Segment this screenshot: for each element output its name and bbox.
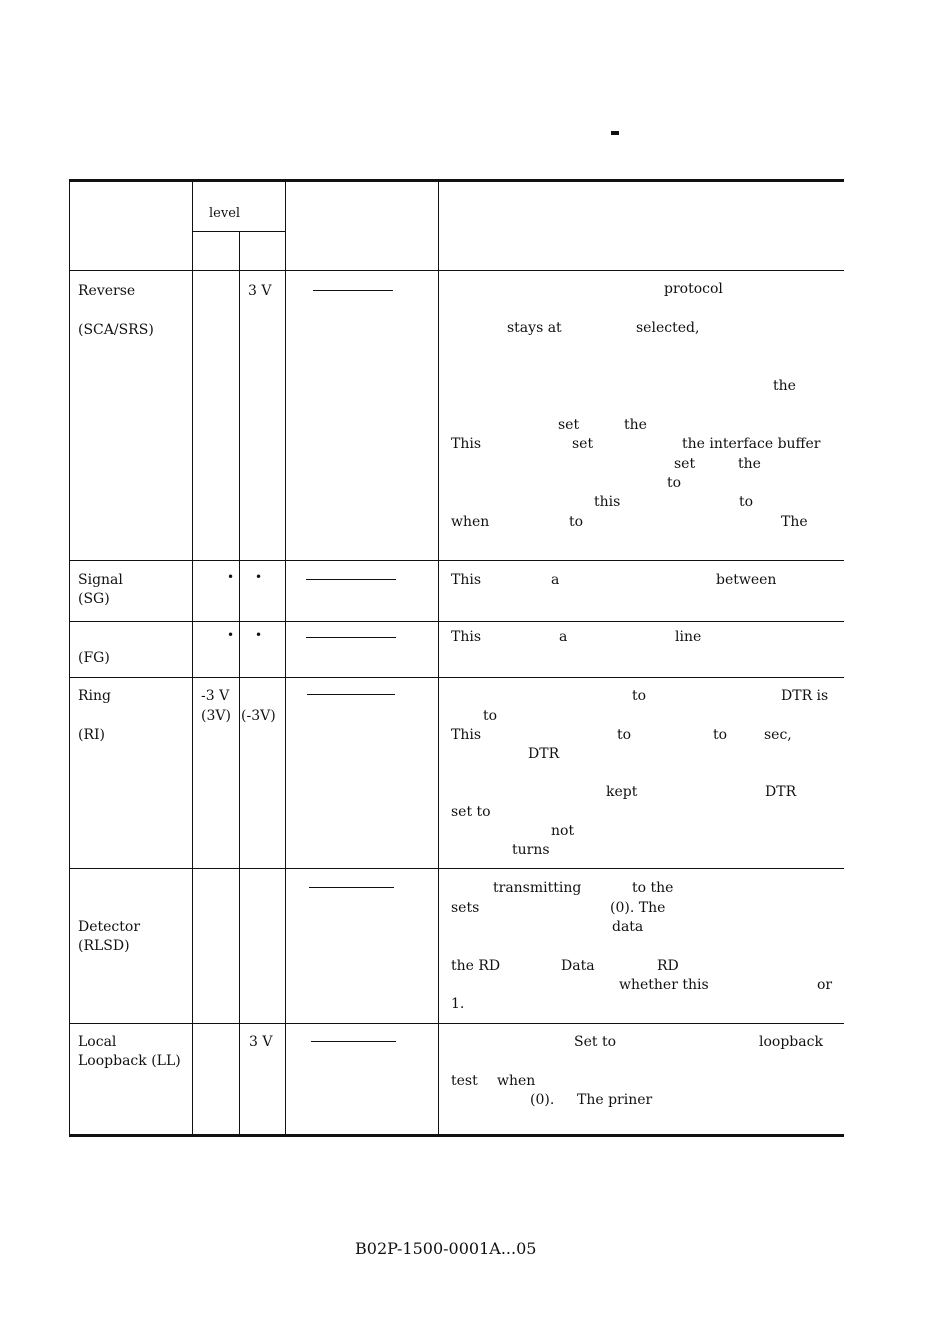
description-fragment: the [773,378,796,394]
row-separator [69,560,844,561]
description-fragment: Set to [574,1034,617,1050]
description-fragment: to [713,727,728,743]
row-separator [69,1023,844,1024]
description-fragment: the RD [451,958,501,974]
description-fragment: when [497,1073,536,1089]
description-fragment: set [558,417,580,433]
level-off-bullet: • [227,628,235,642]
pin-rule [307,694,395,695]
description-fragment: set [572,436,594,452]
description-fragment: or [817,977,833,993]
description-fragment: to [569,514,584,530]
document-number: B02P-1500-0001A...05 [355,1239,537,1258]
signal-table [69,179,844,1137]
description-fragment: set [674,456,696,472]
description-fragment: set to [451,804,491,820]
description-fragment: Data [561,958,595,974]
description-fragment: turns [512,842,550,858]
description-fragment: DTR [765,784,797,800]
pin-rule [306,579,396,580]
level-off-bullet: • [227,570,235,584]
description-fragment: The priner [577,1092,653,1108]
description-fragment: (0). [530,1092,555,1108]
signal-name: Loopback (LL) [78,1053,181,1069]
table-bottom-border [69,1134,844,1137]
description-fragment: whether this [619,977,709,993]
description-fragment: The [781,514,808,530]
level-off-value: (3V) [201,708,231,724]
description-fragment: selected, [636,320,700,336]
description-fragment: to [632,688,647,704]
description-fragment: line [675,629,702,645]
description-fragment: between [716,572,777,588]
description-fragment: sec, [764,727,792,743]
signal-name: (SCA/SRS) [78,322,154,338]
signal-name: Detector [78,919,141,935]
description-fragment: DTR is [781,688,829,704]
description-fragment: the [738,456,761,472]
table-left-border [69,179,70,1137]
level-on-value: 3 V [248,283,272,299]
description-fragment: when [451,514,490,530]
level-column-divider [239,232,240,1137]
description-fragment: protocol [664,281,723,297]
pin-rule [309,887,394,888]
description-fragment: kept [606,784,638,800]
column-divider [438,179,439,1137]
level-on-value: 3 V [249,1034,273,1050]
description-fragment: a [559,629,568,645]
description-fragment: data [612,919,644,935]
table-top-border [69,179,844,182]
signal-name: (RI) [78,727,105,743]
description-fragment: to [483,708,498,724]
header-dash [611,131,619,135]
description-fragment: to [667,475,682,491]
description-fragment: a [551,572,560,588]
description-fragment: This [451,572,482,588]
description-fragment: loopback [759,1034,823,1050]
description-fragment: test [451,1073,478,1089]
signal-name: (RLSD) [78,938,130,954]
description-fragment: transmitting [493,880,582,896]
pin-rule [306,637,396,638]
description-fragment: stays at [507,320,562,336]
description-fragment: This [451,629,482,645]
description-fragment: (0). The [610,900,666,916]
signal-name: (SG) [78,591,110,607]
pin-rule [313,290,393,291]
level-header: level [209,206,241,221]
description-fragment: DTR [528,746,560,762]
level-on-bullet: • [255,570,263,584]
header-bottom-line [69,270,844,271]
signal-name: Ring [78,688,111,704]
row-separator [69,868,844,869]
column-divider [285,179,286,1137]
description-fragment: the [624,417,647,433]
description-fragment: This [451,436,482,452]
description-fragment: to the [632,880,674,896]
signal-name: Signal [78,572,123,588]
row-separator [69,621,844,622]
description-fragment: 1. [451,996,465,1012]
description-fragment: to [617,727,632,743]
description-fragment: not [551,823,575,839]
column-divider [192,179,193,1137]
description-fragment: this [594,494,621,510]
signal-name: Reverse [78,283,136,299]
description-fragment: to [739,494,754,510]
description-fragment: the interface buffer [682,436,821,452]
signal-name: Local [78,1034,117,1050]
description-fragment: This [451,727,482,743]
pin-rule [311,1041,396,1042]
description-fragment: RD [657,958,679,974]
level-off-value: -3 V [201,688,230,704]
description-fragment: sets [451,900,480,916]
level-on-value: (-3V) [241,708,276,724]
row-separator [69,677,844,678]
signal-name: (FG) [78,650,110,666]
level-on-bullet: • [255,628,263,642]
